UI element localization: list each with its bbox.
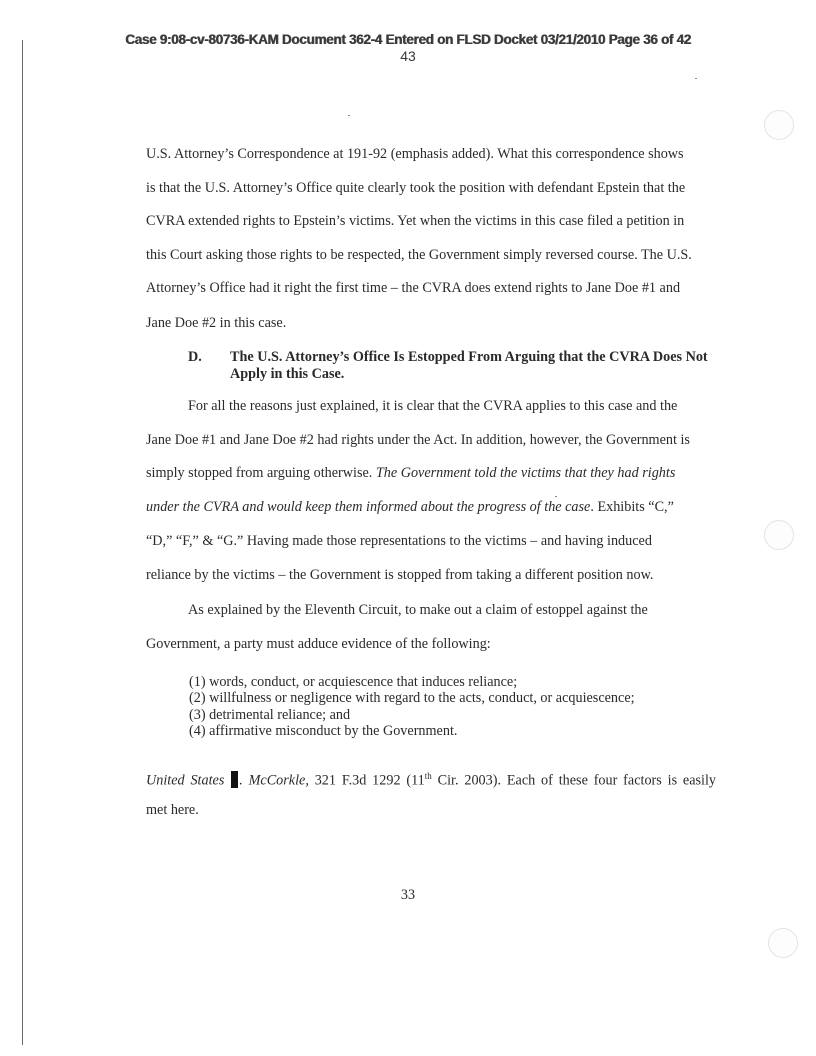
section-heading-d (188, 349, 718, 383)
total-pages: 43 (400, 48, 416, 64)
text-line: For all the reasons just explained, it is clear that the CVRA applies to this case and the (188, 398, 678, 414)
text-line: under the CVRA and would keep them informed about the progress of the case. Exhibits “C,” (146, 499, 674, 515)
case-stamp: Case 9:08-cv-80736-KAM Document 362-4 Entered on FLSD Docket 03/21/2010 Page 36 of 42 (125, 32, 691, 47)
punch-hole-mark (764, 520, 794, 550)
text-line: this Court asking those rights to be respected, the Government simply reversed course. The U.S. (146, 247, 692, 263)
estoppel-factor-list (189, 674, 709, 739)
section-title: The U.S. Attorney’s Office Is Estopped From Arguing that the CVRA Does Not Apply in this Case. (230, 349, 708, 382)
text-line: Jane Doe #1 and Jane Doe #2 had rights under the Act. In addition, however, the Government is (146, 432, 690, 448)
emphasized-text: under the CVRA and would keep them informed about the progress of the case (146, 499, 591, 515)
list-item: (4) affirmative misconduct by the Government. (189, 722, 458, 739)
text-line: is that the U.S. Attorney’s Office quite clearly took the position with defendant Epstein that the (146, 180, 686, 196)
text-line: Jane Doe #2 in this case. (146, 315, 287, 331)
text-line: “D,” “F,” & “G.” Having made those representations to the victims – and having induced (146, 533, 652, 549)
text-line: met here. (146, 802, 199, 818)
case-citation: United States . McCorkle, 321 F.3d 1292 (11th Cir. 2003). Each of these four factors is easily (146, 771, 717, 789)
case-name-part: United States (146, 772, 225, 789)
text-line: As explained by the Eleventh Circuit, to make out a claim of estoppel against the (188, 602, 648, 618)
text-line: reliance by the victims – the Government is stopped from taking a different position now. (146, 567, 654, 583)
redaction-bar (231, 771, 238, 788)
text-line: U.S. Attorney’s Correspondence at 191-92 (emphasis added). What this correspondence shows (146, 146, 684, 162)
list-item: (1) words, conduct, or acquiescence that induces reliance; (189, 674, 518, 690)
text-line: Attorney’s Office had it right the first time – the CVRA does extend rights to Jane Doe #1 and (146, 280, 681, 296)
case-name-part: . McCorkle (239, 772, 306, 789)
text-line: CVRA extended rights to Epstein’s victims. Yet when the victims in this case filed a petition in (146, 213, 685, 229)
punch-hole-mark (768, 928, 798, 958)
court-filing-header (0, 32, 816, 64)
list-item: (3) detrimental reliance; and (189, 706, 351, 723)
scan-speck (695, 78, 697, 79)
emphasized-text: The Government told the victims that they had rights (375, 465, 676, 481)
page-number: 33 (400, 887, 416, 903)
text-line: simply stopped from arguing otherwise. The Government told the victims that they had rights (146, 465, 676, 481)
punch-hole-mark (764, 110, 794, 140)
section-letter: D. (188, 349, 202, 365)
list-item: (2) willfulness or negligence with regard to the acts, conduct, or acquiescence; (189, 690, 635, 707)
text-line: Government, a party must adduce evidence of the following: (146, 636, 491, 652)
scan-speck (348, 115, 350, 116)
